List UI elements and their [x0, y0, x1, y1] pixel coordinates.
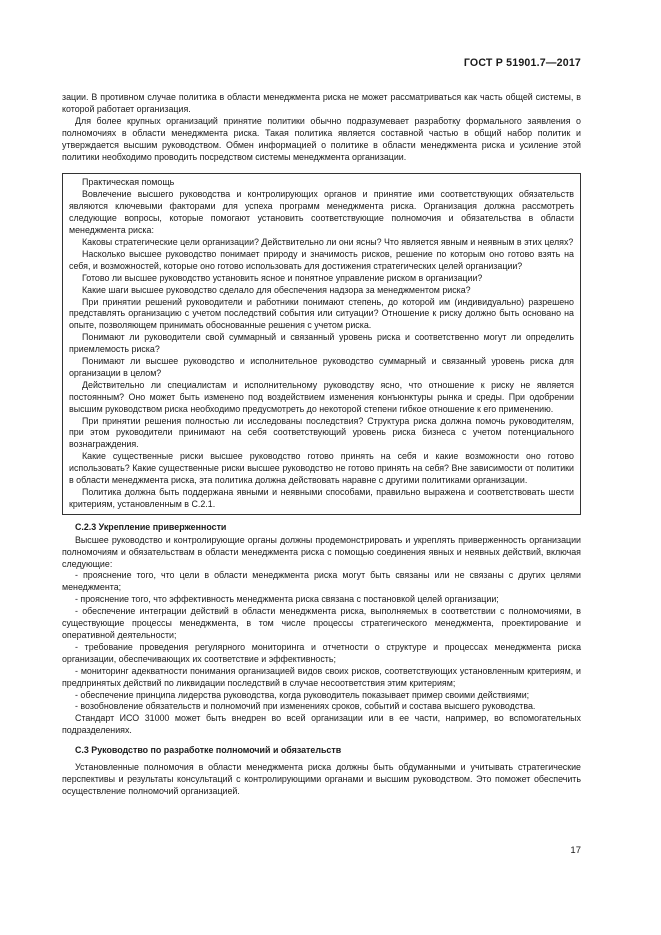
paragraph: зации. В противном случае политика в области менеджмента риска не может рассматриваться как часть общей системы, в которой работает организация. [62, 92, 581, 114]
box-paragraph: Какие шаги высшее руководство сделало для обеспечения надзора за менеджментом риска? [82, 284, 471, 295]
box-paragraph: Готово ли высшее руководство установить ясное и понятное управление риском в организации? [82, 272, 483, 283]
section-heading-c23: С.2.3 Укрепление приверженности [75, 521, 227, 532]
page-body [62, 92, 581, 798]
section-heading-c3: С.3 Руководство по разработке полномочий и обязательств [75, 745, 342, 756]
document-page [62, 0, 581, 935]
standard-designation: ГОСТ Р 51901.7—2017 [463, 57, 581, 69]
box-paragraph: Политика должна быть поддержана явными и неявными способами, правильно выражена и соответствовать шести критериям, установленным в С.2.1. [69, 487, 574, 509]
box-paragraph: Насколько высшее руководство понимает природу и значимость рисков, решение по которым оно готово взять на себя, и возможностей, которые оно готово использовать для достижения стратегических целей организации? [69, 248, 574, 271]
list-item: - обеспечение принципа лидерства руководства, когда руководитель показывает пример своими действиями; [75, 689, 530, 700]
box-paragraph: Вовлечение высшего руководства и контролирующих органов и принятие ими соответствующих обязательств являются ключевыми факторами для успеха программ менеджмента риска. Организация должна рассмотреть следующие вопросы, которые помогают установить соответствующие полномочия и обязательства в области менеджмента риска: [69, 189, 574, 236]
box-paragraph: При принятии решения полностью ли исследованы последствия? Структура риска должна помочь руководителям, при этом руководители принимают на себя соответствующий уровень риска бизнеса с учетом потенциального вознаграждения. [69, 415, 574, 450]
box-paragraph: При принятии решений руководители и работники понимают степень, до которой им (индивидуально) разрешено представлять организацию с учетом последствий события или ситуации? Отношение к риску должно быть основано на опыте, позволяющем принимать обоснованные решения с учетом риска. [69, 296, 574, 331]
list-item: - мониторинг адекватности понимания организацией видов своих рисков, соответствующих установленным критериям, и предпринятых действий по ликвидации последствий в случае несоответствия этим критериям; [62, 665, 581, 688]
paragraph: Установленные полномочия в области менеджмента риска должны быть обдуманными и учитывать стратегические перспективы и результаты консультаций с контролирующими органами и высшим руководством. Это поможет обеспечить осуществление полномочий организацией. [62, 762, 581, 796]
page-number: 17 [570, 845, 581, 856]
box-paragraph: Понимают ли высшее руководство и исполнительное руководство суммарный и связанный уровень риска для организации в целом? [69, 356, 574, 378]
box-paragraph: Понимают ли руководители свой суммарный и связанный уровень риска и соответственно могут ли определить приемлемость риска? [69, 332, 574, 355]
list-item: - возобновление обязательств и полномочий при изменениях сроков, событий и состава высшего руководства. [75, 701, 536, 712]
paragraph: Высшее руководство и контролирующие органы должны продемонстрировать и укреплять приверженность организации полномочиям и обязательствам в области менеджмента риска с помощью соединения явных и неявных действий, включая следующие: [62, 534, 581, 569]
box-paragraph: Какие существенные риски высшее руководство готово принять на себя и какие возможности оно готово использовать? Какие существенные риски высшее руководство не готово принять на себя? Вне зависимости от политики в области менеджмента риска, эта политика должна действовать наравне с другими политиками организации. [69, 451, 574, 486]
paragraph: Стандарт ИСО 31000 может быть внедрен во всей организации или в ее части, например, во вспомогательных подразделениях. [62, 713, 581, 736]
box-paragraph: Действительно ли специалистам и исполнительному руководству ясно, что отношение к риску не является постоянным? Оно может быть изменено под воздействием изменения конъюнктуры рынка и среды. При одобрении высшим руководством риска необходимо предусмотреть до некоторой степени гибкое отношение к его применению. [69, 379, 574, 414]
paragraph: Для более крупных организаций принятие политики обычно подразумевает разработку формального заявления о полномочиях в области менеджмента риска. Такая политика является составной частью в общий набор политик и утверждается высшим руководством. Обмен информацией о политике в области менеджмента риска и усиление этой политики необходимо проводить посредством системы менеджмента организации. [62, 115, 581, 162]
list-item: - прояснение того, что цели в области менеджмента риска могут быть связаны или не связаны с других целями менеджмента; [62, 570, 581, 593]
list-item: - требование проведения регулярного мониторинга и отчетности о структуре и процессах менеджмента риска организации, обеспечивающих их соответствие и эффективность; [62, 641, 581, 664]
box-paragraph: Каковы стратегические цели организации? Действительно ли они ясны? Что является явным и неявным в этих целях? [82, 236, 574, 247]
list-item: - обеспечение интеграции действий в области менеджмента риска, выполняемых в соответствии с полномочиями, в существующие процессы менеджмента, в том числе процессы стратегического менеджмента, проектирование и оперативной деятельности; [62, 606, 581, 640]
practical-help-box [62, 173, 581, 514]
list-item: - прояснение того, что эффективность менеджмента риска связана с постановкой целей организации; [75, 594, 499, 605]
box-title: Практическая помощь [82, 177, 175, 188]
